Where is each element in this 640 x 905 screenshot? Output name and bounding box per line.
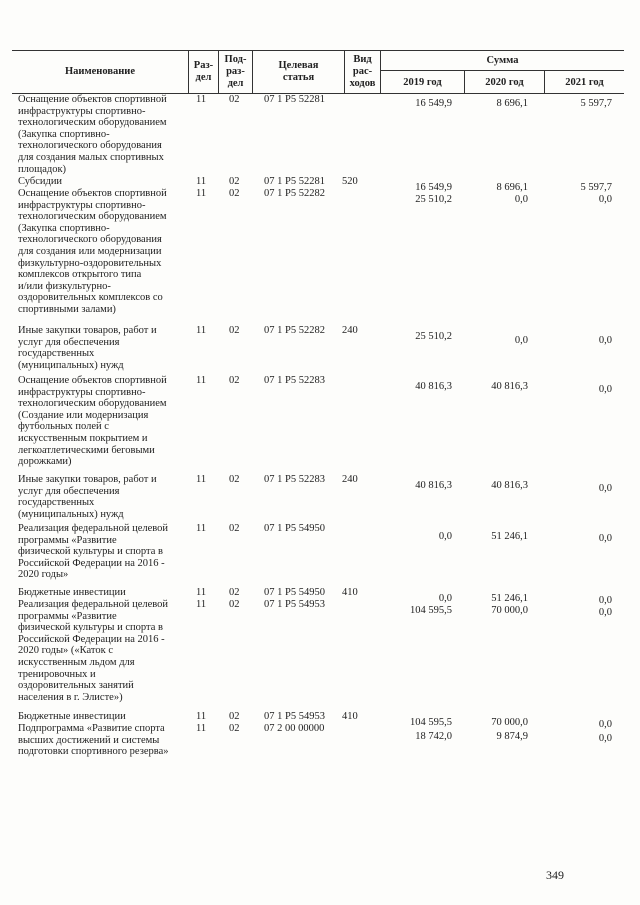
row-podrazdel: 02 [229, 711, 240, 722]
row-podrazdel: 02 [229, 587, 240, 598]
row-2021: 5 597,7 [580, 98, 612, 109]
row-vid: 410 [342, 711, 358, 722]
row-podrazdel: 02 [229, 176, 240, 187]
header-2021: 2021 год [544, 71, 624, 93]
row-2021: 0,0 [598, 733, 612, 744]
row-2019: 18 742,0 [415, 731, 452, 742]
row-2020: 0,0 [514, 335, 528, 346]
row-razdel: 11 [196, 325, 207, 336]
table-header [12, 50, 624, 94]
page-number: 349 [546, 868, 564, 882]
row-statya: 07 1 P5 52282 [264, 188, 325, 199]
header-razdel: Раз- дел [188, 51, 218, 93]
row-razdel: 11 [196, 188, 207, 199]
row-statya: 07 1 P5 54950 [264, 587, 325, 598]
row-2021: 0,0 [598, 335, 612, 346]
row-statya: 07 1 P5 54950 [264, 523, 325, 534]
row-razdel: 11 [196, 474, 207, 485]
row-statya: 07 1 P5 52283 [264, 474, 325, 485]
row-razdel: 11 [196, 587, 207, 598]
row-vid: 240 [342, 325, 358, 336]
row-2019: 16 549,9 [415, 182, 452, 193]
header-podrazdel: Под- раз- дел [218, 51, 252, 93]
row-name: Бюджетные инвестиции [18, 711, 126, 722]
row-name: Подпрограмма «Развитие спорта высших достижений и системы подготовки спортивного резерва» [18, 723, 169, 758]
row-name: Субсидии [18, 176, 63, 187]
row-2021: 0,0 [598, 194, 612, 205]
row-podrazdel: 02 [229, 523, 240, 534]
row-podrazdel: 02 [229, 94, 240, 105]
row-2020: 8 696,1 [496, 182, 528, 193]
row-podrazdel: 02 [229, 474, 240, 485]
row-razdel: 11 [196, 599, 207, 610]
row-2021: 0,0 [598, 533, 612, 544]
row-name: Оснащение объектов спортивной инфраструктуры спортивно- технологическим оборудованием (Закупка спортивно- технологического оборудования для создания малых спортивных площадок) [18, 94, 167, 175]
row-razdel: 11 [196, 723, 207, 734]
row-statya: 07 1 P5 54953 [264, 711, 325, 722]
row-2021: 0,0 [598, 595, 612, 606]
row-podrazdel: 02 [229, 188, 240, 199]
row-2020: 40 816,3 [491, 480, 528, 491]
row-2020: 0,0 [514, 194, 528, 205]
row-podrazdel: 02 [229, 375, 240, 386]
row-statya: 07 1 P5 52283 [264, 375, 325, 386]
row-vid: 520 [342, 176, 358, 187]
row-2021: 5 597,7 [580, 182, 612, 193]
row-razdel: 11 [196, 176, 207, 187]
row-razdel: 11 [196, 523, 207, 534]
row-razdel: 11 [196, 94, 207, 105]
row-name: Бюджетные инвестиции [18, 587, 126, 598]
row-vid: 240 [342, 474, 358, 485]
row-2019: 25 510,2 [415, 331, 452, 342]
row-2021: 0,0 [598, 607, 612, 618]
row-name: Реализация федеральной целевой программы «Развитие физической культуры и спорта в Российской Федерации на 2016 - 2020 годы» [18, 523, 169, 581]
row-name: Оснащение объектов спортивной инфраструктуры спортивно- технологическим оборудованием (Закупка спортивно- технологического оборудования для создания или модернизации физкультурно-оздоровительных комплексов открытого типа и/или физкультурно- оздоровительных комплексов со спортивными залами) [18, 188, 167, 315]
row-2020: 51 246,1 [491, 593, 528, 604]
row-2020: 51 246,1 [491, 531, 528, 542]
row-2020: 70 000,0 [491, 717, 528, 728]
header-summa: Сумма [380, 51, 624, 71]
row-vid: 410 [342, 587, 358, 598]
row-2019: 40 816,3 [415, 480, 452, 491]
row-statya: 07 1 P5 52281 [264, 94, 325, 105]
row-statya: 07 1 P5 52282 [264, 325, 325, 336]
row-name: Иные закупки товаров, работ и услуг для обеспечения государственных (муниципальных) нужд [18, 474, 157, 520]
row-podrazdel: 02 [229, 723, 240, 734]
row-razdel: 11 [196, 375, 207, 386]
row-2021: 0,0 [598, 483, 612, 494]
header-2020: 2020 год [464, 71, 544, 93]
row-podrazdel: 02 [229, 325, 240, 336]
row-statya: 07 1 P5 52281 [264, 176, 325, 187]
row-name: Реализация федеральной целевой программы «Развитие физической культуры и спорта в Российской Федерации на 2016 - 2020 годы» («Каток с искусственным льдом для тренировочных и оздоровительных занятий населения в г. Элисте») [18, 599, 169, 703]
row-2019: 104 595,5 [410, 717, 452, 728]
row-2021: 0,0 [598, 384, 612, 395]
row-2020: 8 696,1 [496, 98, 528, 109]
header-name: Наименование [65, 66, 135, 77]
row-2019: 25 510,2 [415, 194, 452, 205]
row-podrazdel: 02 [229, 599, 240, 610]
row-statya: 07 2 00 00000 [264, 723, 325, 734]
row-2020: 9 874,9 [496, 731, 528, 742]
header-2019: 2019 год [380, 71, 464, 93]
row-2019: 0,0 [438, 531, 452, 542]
row-razdel: 11 [196, 711, 207, 722]
row-2020: 70 000,0 [491, 605, 528, 616]
row-name: Оснащение объектов спортивной инфраструктуры спортивно- технологическим оборудованием (Создание или модернизация футбольных полей с искусственным покрытием и легкоатлетическими беговыми дорожками) [18, 375, 167, 468]
row-2019: 104 595,5 [410, 605, 452, 616]
row-name: Иные закупки товаров, работ и услуг для обеспечения государственных (муниципальных) нужд [18, 325, 157, 371]
row-2019: 40 816,3 [415, 381, 452, 392]
row-2019: 16 549,9 [415, 98, 452, 109]
row-2021: 0,0 [598, 719, 612, 730]
header-vid: Вид рас- ходов [344, 51, 380, 93]
row-2020: 40 816,3 [491, 381, 528, 392]
header-statya: Целевая статья [252, 51, 344, 93]
row-2019: 0,0 [438, 593, 452, 604]
row-statya: 07 1 P5 54953 [264, 599, 325, 610]
